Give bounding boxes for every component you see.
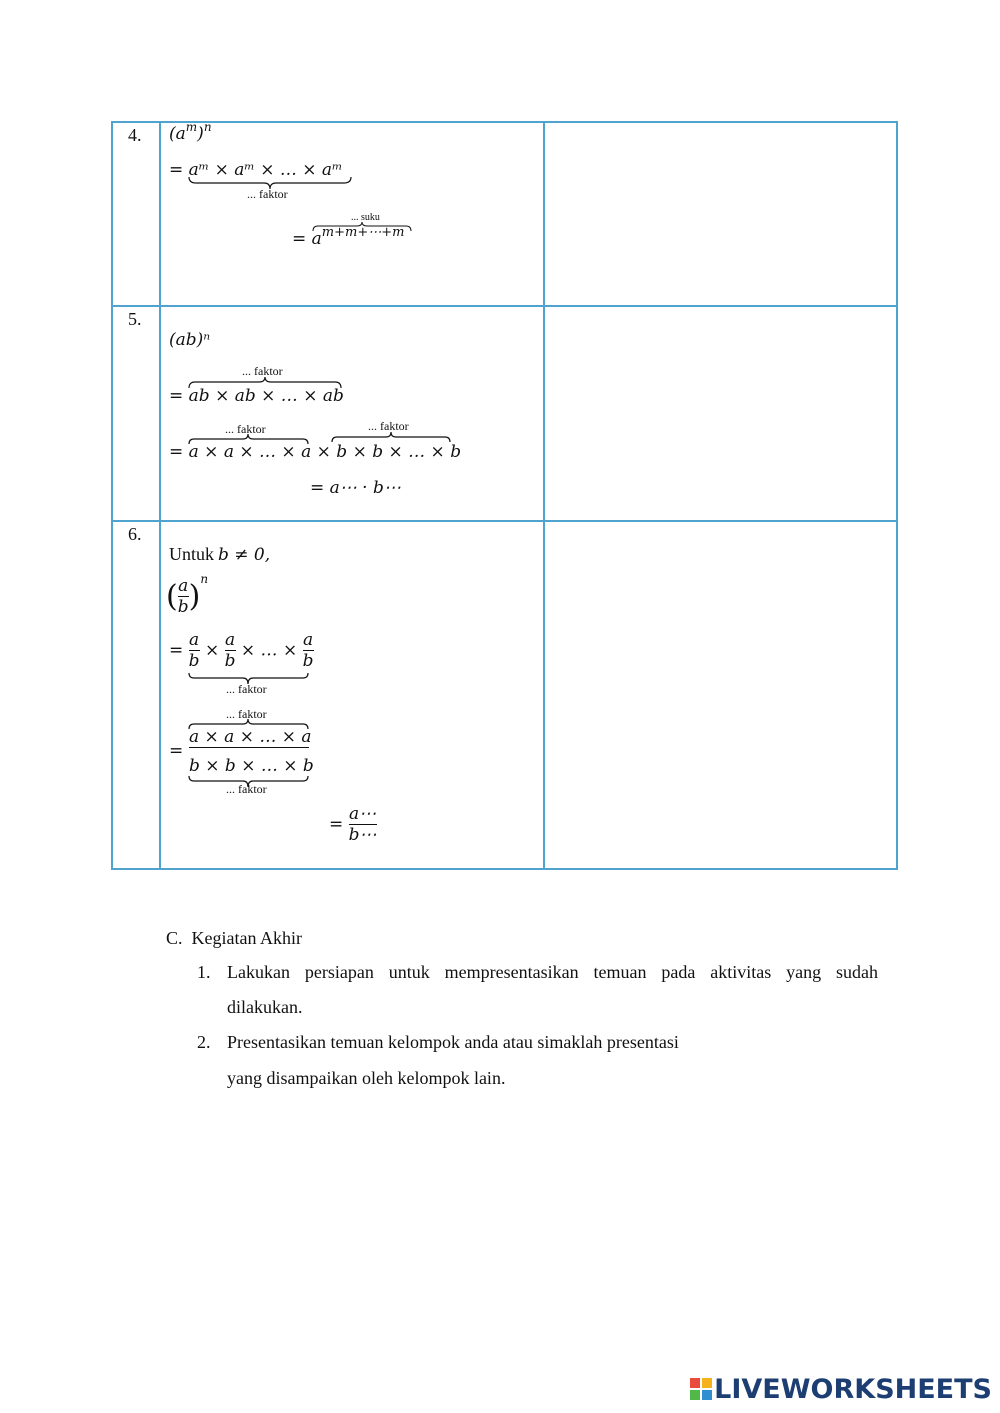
section-letter: C. xyxy=(166,928,183,948)
condition-line xyxy=(169,544,270,565)
brace-label: ... faktor xyxy=(226,682,267,696)
denominator: b xyxy=(224,651,236,671)
brace-label: ... faktor xyxy=(226,707,267,721)
brace-label: ... faktor xyxy=(226,782,267,796)
condition: b ≠ 0, xyxy=(218,545,271,565)
times-sign: × … × xyxy=(240,640,298,661)
equation-line xyxy=(169,630,314,671)
list-item-text: Presentasikan temuan kelompok anda atau simaklah presentasi xyxy=(227,1032,679,1052)
answer-cell-4[interactable] xyxy=(546,124,896,304)
equals-sign: = xyxy=(329,814,344,835)
equals-sign: = xyxy=(169,160,184,180)
exponent: n xyxy=(200,572,209,586)
row-number: 5. xyxy=(128,309,142,329)
equation-line: = ab × ab × … × ab xyxy=(169,386,344,406)
condition-word: Untuk xyxy=(169,544,214,564)
equation-line xyxy=(292,225,405,249)
product-expression: aᵐ × aᵐ × … × aᵐ xyxy=(188,160,343,180)
numerator: a xyxy=(224,630,236,650)
denominator: b xyxy=(188,651,200,671)
logo-text: LIVEWORKSHEETS xyxy=(714,1374,992,1405)
expression: (ab)ⁿ xyxy=(169,330,211,350)
denominator: b × b × … × b xyxy=(189,756,314,776)
numerator: a⋯ xyxy=(349,804,377,824)
answer-cell-5[interactable] xyxy=(546,308,896,518)
list-number: 1. xyxy=(197,962,211,982)
logo-icon xyxy=(690,1378,714,1402)
list-item-text: Lakukan persiapan untuk mempresentasikan temuan pada aktivitas yang sudah xyxy=(227,962,878,982)
table-row-divider xyxy=(111,305,898,307)
table-divider-answer xyxy=(543,121,545,870)
times-sign: × xyxy=(204,640,220,661)
denominator: b⋯ xyxy=(348,825,377,845)
power-exponent: m+m+⋯+m xyxy=(321,225,405,240)
brace-label: ... faktor xyxy=(247,187,288,201)
equation-line xyxy=(329,804,377,845)
expression: $(a^m)^n$ xyxy=(169,120,212,144)
liveworksheets-logo xyxy=(690,1374,992,1405)
table-row-divider xyxy=(111,520,898,522)
section-title: Kegiatan Akhir xyxy=(191,928,302,948)
fraction-power: ( $\frac{a}{b}$ )$^n$ xyxy=(166,572,209,617)
equals-sign: = xyxy=(169,640,184,661)
numerator: a xyxy=(178,576,189,596)
list-item-text: dilakukan. xyxy=(227,997,303,1017)
list-number: 2. xyxy=(197,1032,211,1052)
power-base: = a xyxy=(292,229,322,249)
section-heading xyxy=(166,928,302,949)
row-number: 4. xyxy=(128,125,142,145)
numerator: a xyxy=(302,630,314,650)
factor-a: = a × a × … × a xyxy=(169,442,312,462)
answer-cell-6[interactable] xyxy=(546,523,896,867)
list-item-text: yang disampaikan oleh kelompok lain. xyxy=(227,1068,506,1088)
denominator: b xyxy=(302,651,314,671)
times-sign: × xyxy=(316,442,331,462)
equation-line xyxy=(169,442,461,462)
factor-b: b × b × … × b xyxy=(336,442,462,462)
equation-line: = a⋯ · b⋯ xyxy=(310,478,401,498)
brace-label: ... faktor xyxy=(368,419,409,433)
table-divider-number xyxy=(159,121,161,870)
numerator: a × a × … × a xyxy=(189,727,312,747)
numerator: a xyxy=(189,630,200,650)
denominator: b xyxy=(177,597,189,617)
equals-sign: = xyxy=(169,741,184,761)
brace-label: ... suku xyxy=(351,212,380,223)
row-number: 6. xyxy=(128,524,142,544)
brace-label: ... faktor xyxy=(225,422,266,436)
brace-label: ... faktor xyxy=(242,364,283,378)
